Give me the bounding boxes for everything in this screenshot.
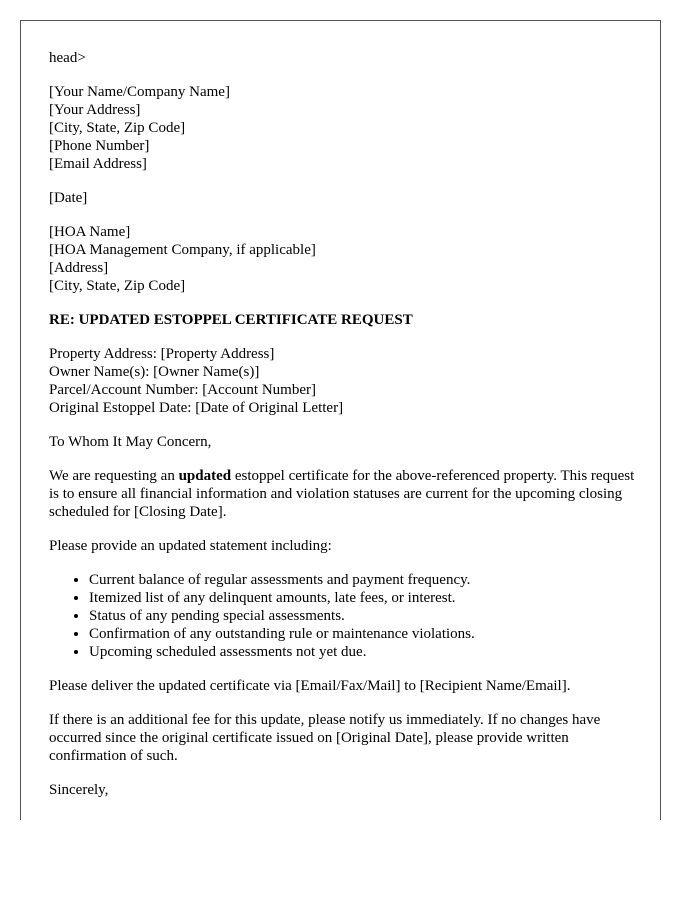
recipient-management-company: [HOA Management Company, if applicable] [49,242,316,258]
sender-email: [Email Address] [49,156,147,172]
parcel-account-number: Parcel/Account Number: [Account Number] [49,382,316,398]
list-item: • Confirmation of any outstanding rule or maintenance violations. [89,625,639,643]
recipient-city: [City, State, Zip Code] [49,278,186,294]
list-item: • Current balance of regular assessments and payment frequency. [89,571,639,589]
property-info-block [49,345,639,417]
sender-block [49,83,639,173]
list-item: • Upcoming scheduled assessments not yet due. [89,643,639,661]
original-estoppel-date: Original Estoppel Date: [Date of Original Letter] [49,400,344,416]
list-item: • Status of any pending special assessments. [89,607,639,625]
letter-content [49,49,639,815]
sender-address: [Your Address] [49,102,141,118]
owner-names: Owner Name(s): [Owner Name(s)] [49,364,260,380]
subject-line: RE: UPDATED ESTOPPEL CERTIFICATE REQUEST [49,312,413,328]
sender-name: [Your Name/Company Name] [49,84,230,100]
recipient-address: [Address] [49,260,109,276]
recipient-block [49,223,639,295]
request-list [49,571,639,661]
list-intro: Please provide an updated statement including: [49,538,332,554]
delivery-paragraph: Please deliver the updated certificate via [Email/Fax/Mail] to [Recipient Name/Email]. [49,678,571,694]
property-address: Property Address: [Property Address] [49,346,275,362]
salutation: To Whom It May Concern, [49,434,212,450]
list-item: • Itemized list of any delinquent amounts, late fees, or interest. [89,589,639,607]
letter-page [20,20,661,820]
intro-paragraph [49,467,639,521]
letter-date: [Date] [49,190,88,206]
closing: Sincerely, [49,782,109,798]
intro-text-before: We are requesting an [49,468,179,484]
head-text: head> [49,50,86,66]
fee-paragraph: If there is an additional fee for this update, please notify us immediately. If no changes have occurred since the original certificate issued on [Original Date], please provide written confirmation of such. [49,712,601,764]
recipient-hoa-name: [HOA Name] [49,224,131,240]
sender-phone: [Phone Number] [49,138,150,154]
sender-city: [City, State, Zip Code] [49,120,186,136]
intro-bold-word: updated [178,468,232,484]
intro-text-after: estoppel certificate for the above-referenced property. This request is to ensure all financial information and violation statuses are current for the upcoming closing scheduled for [Closing Date]. [49,468,635,520]
